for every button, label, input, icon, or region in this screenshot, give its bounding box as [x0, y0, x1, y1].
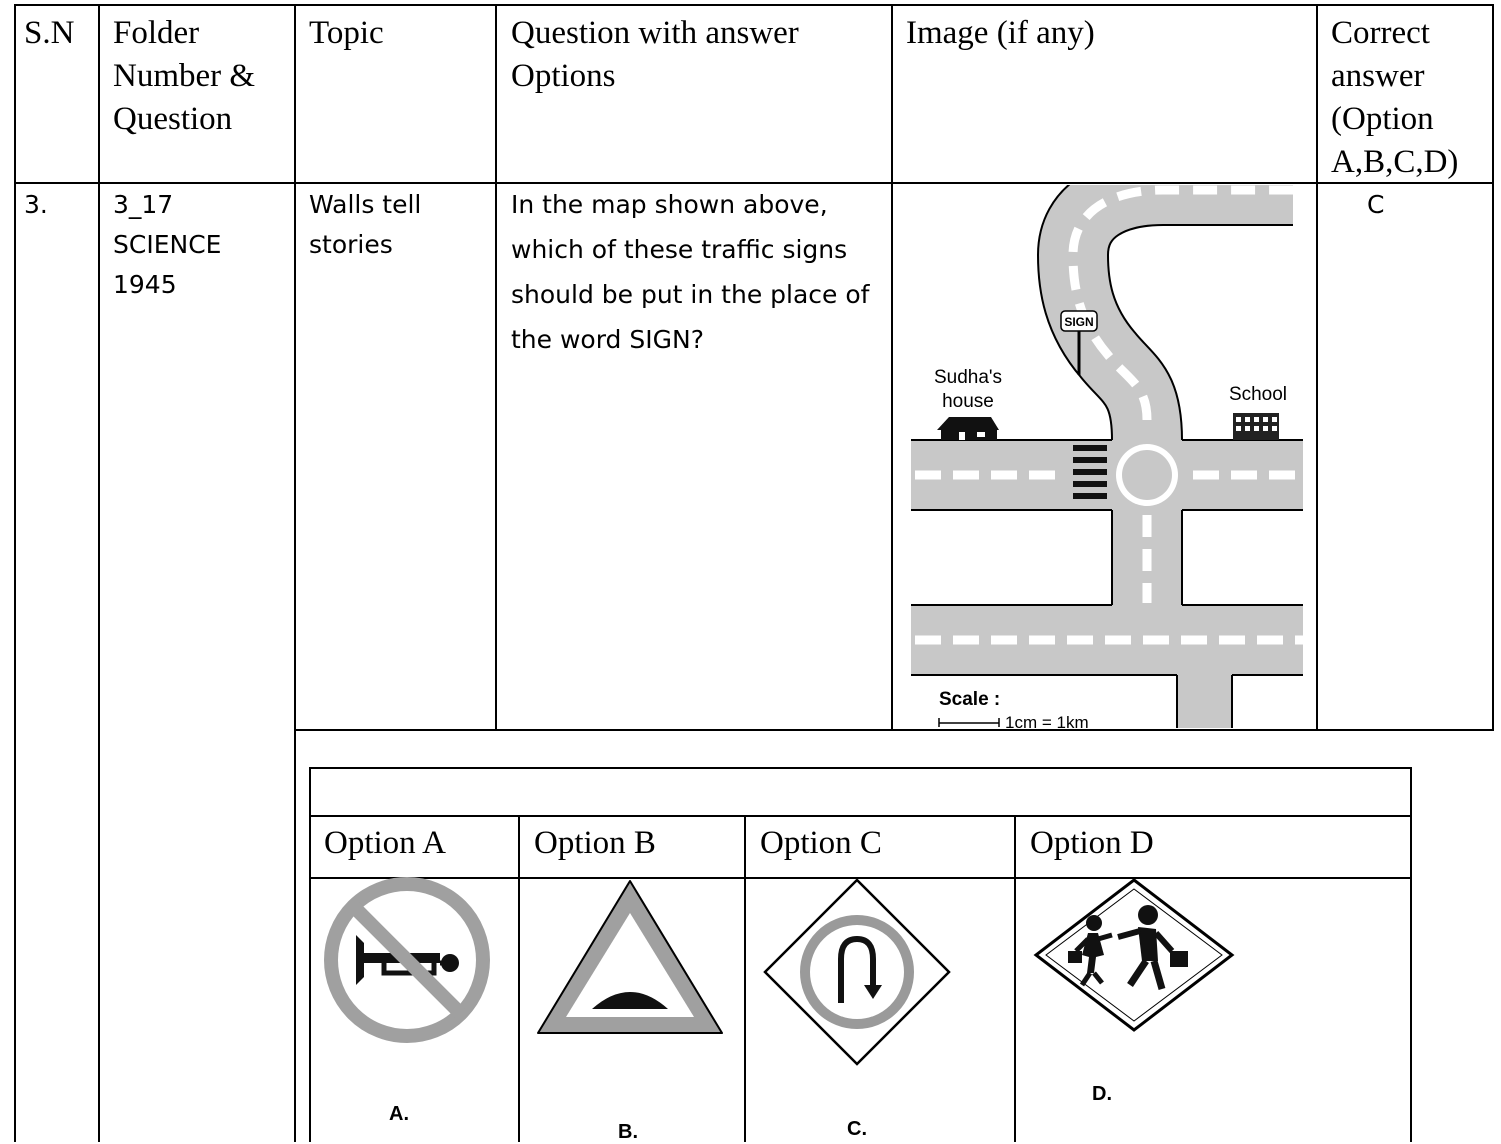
row-sn: 3. [24, 190, 48, 219]
house-label-line1: Sudha's [933, 367, 1003, 388]
options-col-border-4 [1410, 767, 1412, 1142]
u-turn-icon [762, 877, 952, 1067]
option-a-letter: A. [389, 1103, 409, 1125]
col-border-6 [1492, 4, 1494, 730]
road-network [911, 190, 1303, 728]
options-col-border-2 [744, 815, 746, 1142]
header-sn: S.N [24, 15, 75, 51]
no-horn-icon [324, 877, 490, 1043]
option-d-letter: D. [1092, 1083, 1112, 1105]
row-folder-question-id: 1945 [113, 270, 177, 299]
row-folder-number: 3_17 [113, 190, 174, 219]
options-col-border-1 [518, 815, 520, 1142]
road-map-image [893, 185, 1314, 728]
header-question: Question with answer Options [511, 15, 799, 94]
scale-label: Scale : [939, 689, 1001, 710]
table-top-border [14, 4, 1494, 6]
row-topic: Walls tell stories [309, 190, 422, 259]
row-folder-subject: SCIENCE [113, 230, 222, 259]
col-border-3 [495, 4, 497, 730]
options-col-border-3 [1014, 815, 1016, 1142]
speed-breaker-icon [534, 877, 726, 1041]
option-b-letter: B. [618, 1121, 638, 1143]
row-question: In the map shown above, which of these traffic signs should be put in the place of the word SIGN? [511, 190, 870, 354]
house-icon [937, 417, 999, 440]
option-b-header: Option B [534, 825, 656, 861]
col-border-5 [1316, 4, 1318, 730]
school-children-crossing-icon [1032, 877, 1236, 1033]
header-topic: Topic [309, 15, 384, 51]
option-d-header: Option D [1030, 825, 1154, 861]
house-label-line2: house [942, 391, 994, 412]
header-image: Image (if any) [906, 15, 1095, 51]
option-c-header: Option C [760, 825, 882, 861]
col-border-1 [98, 4, 100, 1142]
header-correct: Correct answer (Option A,B,C,D) [1331, 15, 1459, 180]
header-folder: Folder Number & Question [113, 15, 256, 137]
option-a-header: Option A [324, 825, 446, 861]
school-label: School [1228, 384, 1288, 405]
options-col-border-0 [309, 767, 311, 1142]
options-empty-row-divider [309, 815, 1412, 817]
school-icon [1233, 413, 1279, 440]
sign-label: SIGN [1064, 315, 1094, 329]
row-correct-answer: C [1367, 190, 1385, 219]
row-divider [294, 729, 1494, 731]
option-c-letter: C. [847, 1118, 867, 1140]
col-border-0 [14, 4, 16, 1142]
col-border-2 [294, 4, 296, 1142]
options-top-border [309, 767, 1412, 769]
scale-value: 1cm = 1km [1005, 713, 1089, 728]
